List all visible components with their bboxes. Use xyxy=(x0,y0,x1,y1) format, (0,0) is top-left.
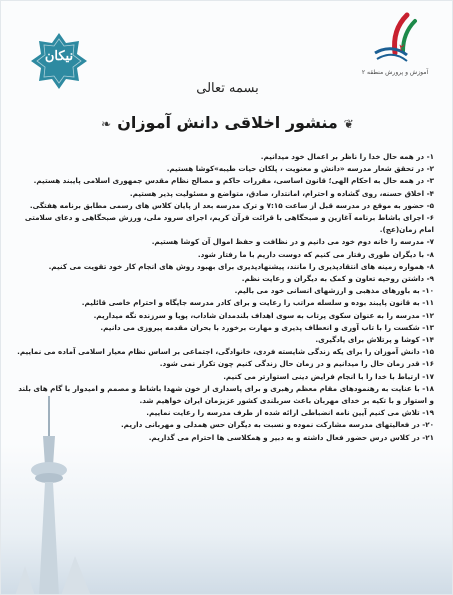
charter-item: ۳- در همه حال به احکام الهی؛ قانون اساسی، مقررات حاکم و مصالح نظام مقدس جمهوری اسلامی پایبند هستیم. xyxy=(33,176,434,186)
right-ornament-icon: ❧ xyxy=(101,117,112,131)
charter-item: ۱۴- کوشا و پرتلاش برای یادگیری. xyxy=(315,335,434,345)
charter-item: ۹- داشتن روحیه تعاون و کمک به دیگران و رعایت نظم. xyxy=(241,274,434,284)
charter-item: ۱۲- مدرسه را به عنوان سکوی پرتاب به سوی اهداف بلندمدان شاداب، پویا و سرزنده نگه میداریم. xyxy=(93,310,434,320)
charter-list xyxy=(14,151,434,444)
charter-item: ۲۰- در فعالیتهای مدرسه مشارکت نموده و نسبت به دیگران حس همدلی و مهربانی داریم. xyxy=(120,420,434,430)
charter-item: ۵- حضور به موقع در مدرسه قبل از ساعت ۷:۱۵ و ترک مدرسه بعد از پایان کلاس های رسمی مطابق برنامه هفتگی. xyxy=(29,200,434,210)
charter-item: ۷- مدرسه را خانه دوم خود می دانیم و در نظافت و حفظ اموال آن کوشا هستیم. xyxy=(151,237,434,247)
charter-item: ۱۳- شکست را با تاب آوری و انعطاف پذیری و مهارت برخورد با بحران مقدمه پیروزی می دانیم. xyxy=(100,322,434,332)
charter-item: ۸- همواره زمینه های انتقادپذیری را مانند، پیشنهادپذیری برای بهبود روش های انجام کار خود تقویت می کنیم. xyxy=(48,261,434,271)
charter-item: ۱۰- به باورهای مذهبی و ارزشهای انسانی خود می بالیم. xyxy=(234,286,434,296)
bismillah-heading: بسمه تعالی xyxy=(196,81,259,96)
charter-item: ۱۸- با عنایت به رهنمودهای مقام معظم رهبری و برای پاسداری از خون شهدا باشاط و مصمم و امیدوار با گام های بلند و استوار و با تکیه بر خدای مهربان باعث سربلندی کشور عزیزمان ایران خواهیم شد. xyxy=(18,383,434,406)
logo-caption: آموزش و پرورش منطقه ۲ xyxy=(361,69,429,76)
charter-item: ۶- اجرای باشاط برنامه آغازین و صبحگاهی با قرائت قرآن کریم، اجرای سرود ملی، ورزش صبحگاهی و دعای سلامتی امام زمان(عج). xyxy=(24,213,434,235)
svg-text:۲: ۲ xyxy=(399,43,405,54)
charter-item: ۱۱- به قانون پایبند بوده و سلسله مراتب را رعایت و برای کادر مدرسه جایگاه و احترام خاصی قائلیم. xyxy=(81,298,434,308)
charter-item: ۱۹- تلاش می کنیم آیین نامه انضباطی ارائه شده از طرف مدرسه را رعایت نماییم. xyxy=(146,408,434,418)
organization-logo xyxy=(360,11,430,111)
education-logo-icon xyxy=(367,11,423,67)
emblem-text: نیکان xyxy=(44,49,74,64)
charter-item: ۱- در همه حال خدا را ناظر بر اعمال خود میدانیم. xyxy=(260,152,434,161)
charter-item: ۱۶- قدر زمان حال را میدانیم و در زمان حال زندگی کنیم چون تکرار نمی شود. xyxy=(159,359,434,369)
charter-item: ۱۷- ارتباط با خدا را با انجام فرایض دینی استوارتر می کنیم. xyxy=(223,371,434,381)
left-ornament-icon: ❦ xyxy=(343,117,354,131)
charter-item: ۲۱- در کلاس درس حضور فعال داشته و به دبیر و همکلاسی ها احترام می گذاریم. xyxy=(148,432,434,442)
charter-item: ۸- با دیگران طوری رفتار می کنیم که دوست داریم با ما رفتار شود. xyxy=(197,249,434,259)
charter-item: ۱۵- دانش آموزان را برای یکه زندگی شایسته فردی، خانوادگی، اجتماعی بر اساس نظام معیار اسلامی آماده می نماییم. xyxy=(17,347,434,357)
title-text: منشور اخلاقی دانش آموزان xyxy=(117,113,338,132)
charter-item: ۲- در تحقق شعار مدرسه «دانش و معنویت ، پلکان حیات طیبه»کوشا هستیم. xyxy=(166,164,434,174)
charter-item: ۴- اخلاق حسنه، روی گشاده و احترام، امانتدار، صادق، متواضع و مسئولیت پذیر هستیم. xyxy=(129,188,434,198)
page-title xyxy=(1,113,453,132)
